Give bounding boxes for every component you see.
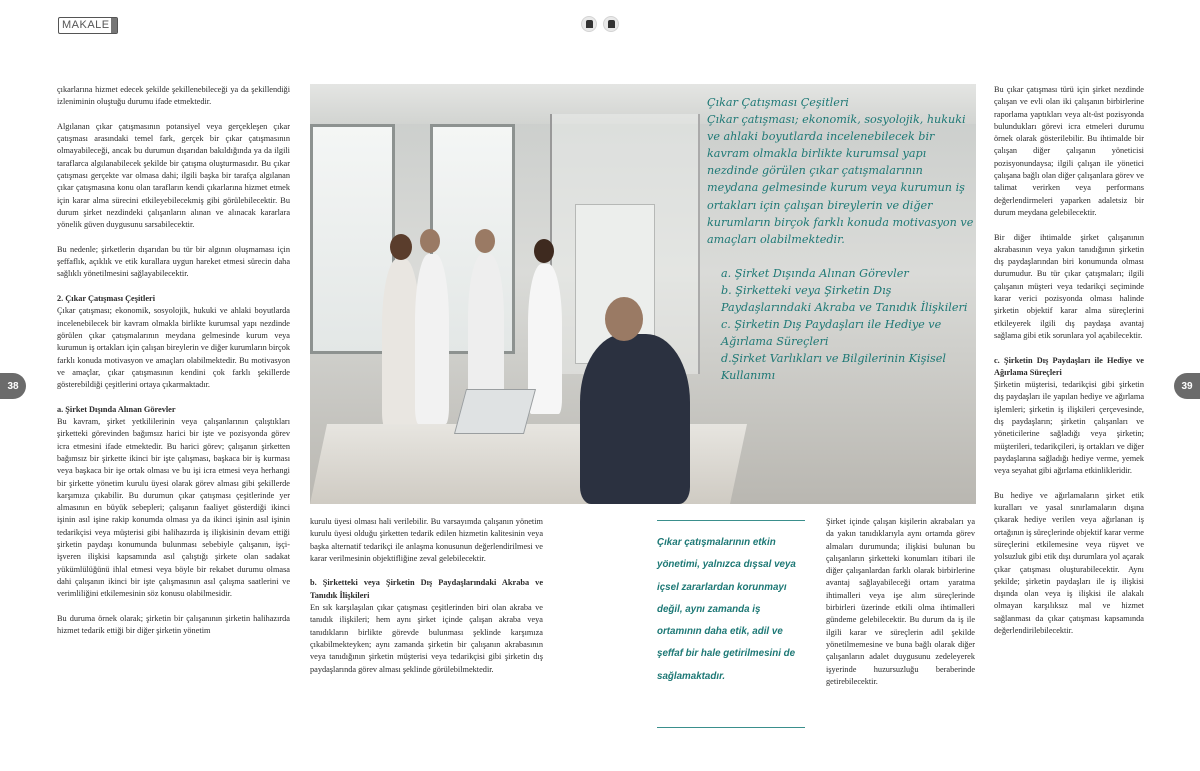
subsection-heading: c. Şirketin Dış Paydaşları ile Hediye ve Ağırlama Süreçleri <box>994 355 1144 377</box>
section-heading: 2. Çıkar Çatışması Çeşitleri <box>57 294 156 304</box>
section-label: MAKALE <box>62 19 110 31</box>
paragraph: Bir diğer ihtimalde şirket çalışanının akrabasının veya yakın tanıdığının şirketin dış paydaşlarından biri konumunda olması durumudur. Bu tür çıkar çatışmaları; ilgili çalışanın müşteri veya tedarikçi seçiminde karar verici pozisyonda olması halinde şirketin objektif karar alma süreçlerini etkileyerek ilgili dış paydaşa avantaj sağlama gibi etik sorunlara yol açabilecektir. <box>994 232 1144 340</box>
photo-overlay-text <box>707 94 975 385</box>
paragraph: Bu nedenle; şirketlerin dışarıdan bu tür bir algının oluşmaması için şeffaflık, açıklık ve etik kurallara uygun hareket etmesi sürecin daha sağlıklı yönetilmesini sağlayabilecektir. <box>57 244 290 279</box>
overlay-list <box>707 265 975 385</box>
overlay-list-item: b. Şirketteki veya Şirketin Dış Paydaşlarındaki Akraba ve Tanıdık İlişkileri <box>721 283 968 315</box>
paragraph: Bu çıkar çatışması türü için şirket nezdinde çalışan ve evli olan iki çalışanın birbirlerine raporlama yaptıkları veya alt-üst pozisyonda bulundukları görevi icra etmeleri durumu örnek olarak gösterilebilir. Bu ihtimalde bir çalışan diğer çalışanın yöneticisi pozisyonundaysa; ilgili çalışan ile yönetici çalışana bağlı olan diğer çalışanlara görev ve talimat verirken veya performans değerlendirmeleri yaparken adaletsiz bir durum meydana gelebilecektir. <box>994 85 1144 217</box>
text-column-4 <box>994 84 1144 650</box>
overlay-list-item: a. Şirket Dışında Alınan Görevler <box>721 266 909 280</box>
overlay-title: Çıkar Çatışması Çeşitleri <box>707 96 849 109</box>
page-number-left: 38 <box>0 373 26 399</box>
badge-accent <box>111 18 117 33</box>
logo-icon <box>581 16 597 32</box>
paragraph: Algılanan çıkar çatışmasının potansiyel veya gerçekleşen çıkar çatışması arasındaki temel fark, gerçek bir çıkar çatışmasının olmayabileceği, ancak bu durumun dışarıdan bakıldığında ya da ilgili taraflarca algılanabilecek şekilde bir çatışma oluşturmasıdır. Bu çıkar çatışması gerçekte var olmasa dahi; ilgili başka bir tarafça algılanan çıkar çatışmasına konu olan tarafların kendi çıkarlarına hizmet etmek için karar alma sürecini etkileyebilecekmiş gibi görülebilecektir. Bu durum şirket nezdindeki çalışanların alınan ve alınacak kararlara yönelik güven duygusunu sarsabilecektir. <box>57 121 290 230</box>
paragraph: En sık karşılaşılan çıkar çatışması çeşitlerinden biri olan akraba ve tanıdık ilişkileri; hem aynı şirket içinde çalışan akraba veya tanıdıkların birlikte görevde bulunması şeklinde karşımıza çıkabilmekteyken; aynı zamanda şirketin bir çalışanın akrabasının veya tanıdığının şirketin müşterisi veya tedarikçisi gibi şirketin dış paydaşlarında görev alması şeklinde görülebilmektedir. <box>310 603 543 674</box>
paragraph: Şirket içinde çalışan kişilerin akrabaları ya da yakın tanıdıklarıyla aynı ortamda görev almaları durumunda; ilişkisi bulunan bu çalışanların şirketteki konumları itibari ile diğer çalışanlardan farklı olarak birbirlerine avantaj sağlayabileceği ortam yaratma ihtimalleri veya işe alım süreçlerinde birbirleri üzerinde etkili olma ihtimalleri gündeme gelebilecektir. Bu durum da iş ile ilgili karar ve süreçlerin adil şekilde yönetilmemesine ve buna bağlı olarak diğer çalışanların adalet duygusunu zedeleyerek işyerinde huzursuzluğu beraberinde getirebilecektir. <box>826 517 975 686</box>
paragraph: Bu duruma örnek olarak; şirketin bir çalışanının şirketin halihazırda hizmet tedarik ettiği bir diğer şirketin yönetim <box>57 613 290 636</box>
overlay-body: Çıkar çatışması; ekonomik, sosyolojik, hukuki ve ahlaki boyutlarda incelenebilecek bir kavram olmakla birlikte kurumsal yapı nezdinde görülen çıkar çatışmalarının meydana gelmesinde kurum veya kurumun iş ortakları için çalışan bireylerin ve diğer kurumların birçok farklı konuda motivasyon ve amaçları olabilmektedir. <box>707 113 974 246</box>
office-meeting-photo <box>310 84 976 504</box>
subsection-heading: a. Şirket Dışında Alınan Görevler <box>57 404 176 414</box>
text-column-1 <box>57 84 290 650</box>
paragraph: Şirketin müşterisi, tedarikçisi gibi şirketin dış paydaşları ile yapılan hediye ve ağırlama işlemleri; şirketin iş ilişkileri çerçevesinde, dış paydaşların; şirketin çalışanları ve yöneticilerine sağladığı veya şirketin; müşterileri, tedarikçileri, iş ortakları ve diğer paydaşlarına sağladığı hediye verme, yemek veya seyahat gibi ağırlama etkinlikleridir. <box>994 380 1144 476</box>
paragraph: Bu kavram, şirket yetkililerinin veya çalışanlarının çalıştıkları şirketteki görevinden bağımsız harici bir işte ve pozisyonda görev icra etmesini ifade etmektedir. Bu harici görev; çalışanın şirketten bağımsız bir şirkette ikinci bir işte çalışması, başkaca bir iş kurması veya başkaca bir işe ortak olması ve bu işi icra etmesi veya herhangi bir şirkette yönetim kurulu üyesi olarak görev alması gibi şekillerde karşımıza çıkabilir. Bu durumun çıkar çatışması çeşitlerinde yer almasının en büyük sebepleri; çalışanın faaliyet gösterdiği ikinci işinin asıl işine rakip konumda olması ya da ikinci işinin asıl işinin tedarikçisi veya müşterisi gibi halihazırda iş ilişkisinin devam ettiği şirketin paydaşı konumunda bulunması sebebiyle çalışanın, işçi-işveren ilişkisi kapsamında asıl çalıştığı şirkete olan sadakat yükümlülüğünü ihlal etmesi veya böyle bir rekabet durumu olmasa dahi çalışanın ikinci bir işte çalışmasının asıl çalışma saatlerini ve verimliliğini etkilemesinin söz konusu olabilmesidir. <box>57 417 290 599</box>
subsection-heading: b. Şirketteki veya Şirketin Dış Paydaşlarındaki Akraba ve Tanıdık İlişkileri <box>310 578 543 600</box>
paragraph: Bu hediye ve ağırlamaların şirket etik kuralları ve yasal sınırlamaların dışına çıkarak hediye verilen veya ağırlanan iş ortağının iş süreçlerinde objektif karar verme süreçlerini etkilemesine veya rüşvet ve yolsuzluk gibi etik dışı durumlara yol açarak çıkar çatışması oluşturabilecektir. Aynı şekilde; şirketin paydaşları ile iş ilişkisi dışında olan veya iş ilişkisi ile alakalı olmayan karşılıksız mal ve hizmet sağlanması da çıkar çatışması kapsamında değerlendirilebilecektir. <box>994 490 1144 636</box>
text-column-2 <box>310 516 543 688</box>
overlay-list-item: c. Şirketin Dış Paydaşları ile Hediye ve Ağırlama Süreçleri <box>721 318 942 349</box>
pull-quote: Çıkar çatışmalarının etkin yönetimi, yalnızca dışsal veya içsel zararlardan korunmayı değil, aynı zamanda iş ortamının daha etik, adil ve şeffaf bir hale getirilmesini de sağlamaktadır. <box>657 520 805 728</box>
logo-icon <box>603 16 619 32</box>
publisher-logos <box>581 16 619 32</box>
text-column-3 <box>826 516 975 700</box>
paragraph: çıkarlarına hizmet edecek şekilde şekillenebileceği ya da şekillendiği izleniminin oluştuğu durumu ifade etmektedir. <box>57 85 290 107</box>
overlay-list-item: d.Şirket Varlıkları ve Bilgilerinin Kişisel Kullanımı <box>721 352 946 383</box>
paragraph: kurulu üyesi olması hali verilebilir. Bu varsayımda çalışanın yönetim kurulu üyesi olduğu şirketten tedarik edilen hizmetin kalitesinin veya başka alternatif tedarikçi ile anlaşma konusunun değerlendirilmesi ve karar verilmesinin objektifliğine zeval gelebilecektir. <box>310 517 543 563</box>
section-badge <box>58 17 118 34</box>
paragraph: Çıkar çatışması; ekonomik, sosyolojik, hukuki ve ahlaki boyutlarda incelenebilecek bir kavram olmakla birlikte kurumsal yapı nezdinde görülen çıkar çatışmalarının meydana gelmesinde kurum veya kurumun iş ortakları için çalışan bireylerin ve diğer kurumların birçok farklı konuda motivasyon ve amaçları olabilmektedir. Bu motivasyon ve amaçlar, çıkar çatışmasının kendini çok farklı şekillerde gösterebildiği çeşitlerini ortaya çıkarmaktadır. <box>57 306 290 390</box>
page-number-right: 39 <box>1174 373 1200 399</box>
